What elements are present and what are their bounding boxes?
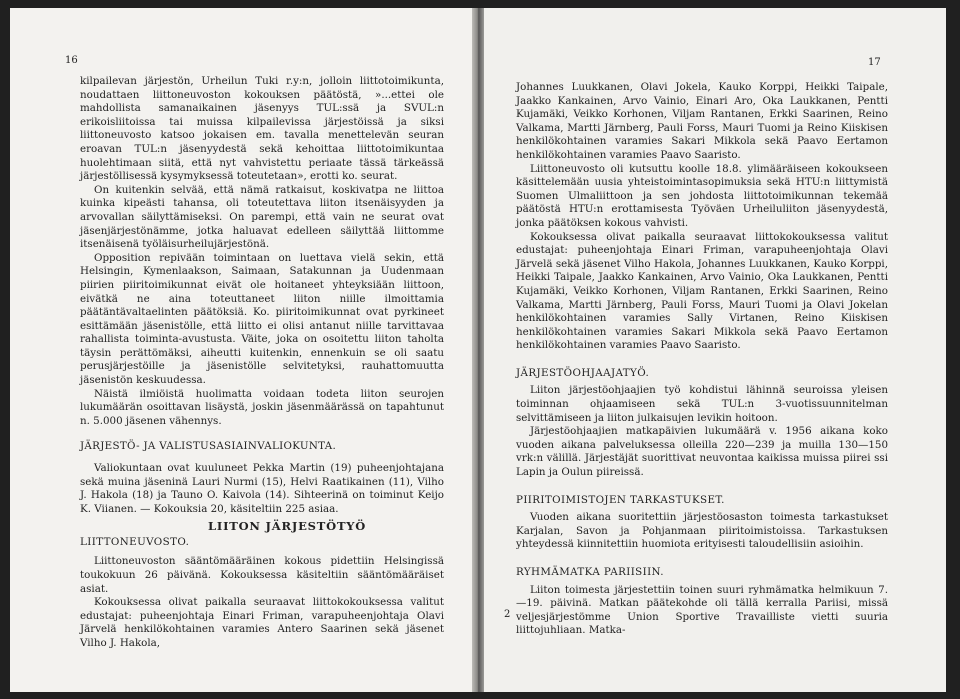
section-heading: RYHMÄMATKA PARIISIIN. (516, 566, 664, 578)
left-page (10, 8, 472, 692)
paragraph: kilpailevan järjestön, Urheilun Tuki r.y:n, jolloin liittotoimikunta, noudattaen liittoneuvoston kokouksen päätöstä, »...ettei ole mahdollista samanaikainen jäsenyys TUL:ssä ja SVUL:n erikoisliitoissa tai muissa kilpailevissa järjestöissä ja siksi liittoneuvosto katsoo jokaisen em. tavalla menettelevän seuran eroavan TUL:n jäsenyydestä sekä kehoittaa liittotoimikuntaa huolehtimaan siitä, että nyt vahvistettu periaate tässä tärkeässä järjestöllisessä kysymyksessä toteutetaan», erotti ko. seurat. (80, 75, 444, 183)
left-text-column (80, 75, 444, 651)
footer-number: 2 (504, 609, 511, 620)
paragraph: Kokouksessa olivat paikalla seuraavat liittokokouksessa valitut edustajat: puheenjohtaja Einari Friman, varapuheenjohtaja Olavi Järvelä henkilökohtainen varamies Antero Saarinen sekä jäsenet Vilho J. Hakola, (80, 596, 444, 649)
paragraph: Opposition repivään toimintaan on luettava vielä sekin, että Helsingin, Kymenlaakson, Saimaan, Satakunnan ja Uudenmaan piirien piiritoimikunnat eivät ole hoitaneet yhteyksiään liittoon, eivätkä ne aina toteuttaneet liiton niille ilmoittamia päätäntävaltaelinten päätöksiä. Ko. piiritoimikunnat ovat pyrkineet esittämään jäsenistölle, että liitto ei olisi antanut niille tarvittavaa rahallista toiminta-avustusta. Väite, joka on osoitettu liiton taholta täysin perättömäksi, aiheutti kuitenkin, ennenkuin se oli saatu perusjärjestöille ja jäsenistölle selvitetyksi, rauhattomuutta jäsenistön keskuudessa. (80, 251, 444, 387)
paragraph: Liittoneuvosto oli kutsuttu koolle 18.8. ylimääräiseen kokoukseen käsittelemään uusia yhteistoimintasopimuksia sekä HTU:n liittymistä Suomen Ulmaliittoon ja sen johdosta liittotoimikunnan tekemää päätöstä HTU:n erottamisesta Työväen Urheiluliiton jäsenyydestä, jonka päätöksen kokous vahvisti. (516, 162, 888, 229)
section-heading: LIITTONEUVOSTO. (80, 536, 190, 549)
paragraph: Valiokuntaan ovat kuuluneet Pekka Martin (19) puheenjohtajana sekä muina jäseninä Lauri Nurmi (15), Helvi Raatikainen (11), Vilho J. Hakola (18) ja Tauno O. Kaivola (14). Sihteerinä on toiminut Keijo K. Viianen. — Kokouksia 20, käsiteltiin 225 asiaa. (80, 462, 444, 515)
paragraph: Vuoden aikana suoritettiin järjestöosaston toimesta tarkastukset Karjalan, Savon ja Pohjanmaan piiritoimistoissa. Tarkastuksen yhteydessä kiinnitettiin huomiota erityisesti taloudellisiin asioihin. (516, 511, 888, 551)
section-heading: PIIRITOIMISTOJEN TARKASTUKSET. (516, 493, 725, 506)
chapter-title: LIITON JÄRJESTÖTYÖ (208, 519, 367, 534)
paragraph: Kokouksessa olivat paikalla seuraavat liittokokouksessa valitut edustajat: puheenjohtaja Einari Friman, varapuheenjohtaja Olavi Järvelä sekä jäsenet Vilho Hakola, Johannes Luukkanen, Kauko Korppi, Heikki Taipale, Jaakko Kankainen, Arvo Vainio, Oka Laukkanen, Pentti Kujamäki, Veikko Korhonen, Viljam Rantanen, Erkki Saarinen, Reino Valkama, Martti Järnberg, Pauli Forss, Mauri Tuomi ja Olavi Jokelan henkilökohtainen varamies Sally Virtanen, Reino Kiiskisen henkilökohtainen varamies Sakari Mikkola sekä Paavo Eertamon henkilökohtainen varamies Paavo Saaristo. (516, 230, 888, 352)
paragraph: Liiton toimesta järjestettiin toinen suuri ryhmämatka helmikuun 7.—19. päivinä. Matkan päätekohde oli tällä kerralla Pariisi, missä veljesjärjestömme Union Sportive Travailliste vietti suuria liittojuhliaan. Matka- (516, 583, 888, 637)
paragraph: Johannes Luukkanen, Olavi Jokela, Kauko Korppi, Heikki Taipale, Jaakko Kankainen, Arvo Vainio, Einari Aro, Oka Laukkanen, Pentti Kujamäki, Veikko Korhonen, Viljam Rantanen, Erkki Saarinen, Reino Valkama, Martti Järnberg, Pauli Forss, Mauri Tuomi ja Reino Kiiskisen henkilökohtainen varamies Sakari Mikkola sekä Paavo Eertamon henkilökohtainen varamies Paavo Saaristo. (516, 81, 888, 161)
paragraph: Näistä ilmiöistä huolimatta voidaan todeta liiton seurojen lukumäärän osoittavan lisäystä, joskin jäsenmäärässä on tapahtunut n. 5.000 jäsenen vähennys. (80, 387, 444, 427)
paragraph: On kuitenkin selvää, että nämä ratkaisut, koskivatpa ne liittoa kuinka kipeästi tahansa, oli toteutettava liiton itsenäisyyden ja arvovallan säilyttämiseksi. On parempi, että vain ne seurat ovat jäsenjärjestönämme, jotka haluavat edelleen säilyttää liittomme itsenäisenä työläisurheilujärjestönä. (80, 183, 444, 251)
page-number: 16 (65, 55, 78, 66)
chapter-heading (80, 516, 444, 550)
book-gutter (472, 8, 484, 692)
section-heading: JÄRJESTÖOHJAAJATYÖ. (516, 366, 650, 379)
paragraph: Järjestöohjaajien matkapäivien lukumäärä v. 1956 aikana koko vuoden aikana palveluksessa olleilla 220—239 ja muilla 130—150 vrk:n välillä. Järjestäjät suorittivat neuvontaa kaikissa muissa piirei ssi Lapin ja Oulun piireissä. (516, 425, 888, 479)
page-number: 17 (868, 57, 881, 68)
section-heading: JÄRJESTÖ- JA VALISTUSASIAINVALIOKUNTA. (80, 440, 337, 453)
right-text-column (516, 81, 888, 638)
paragraph: Liiton järjestöohjaajien työ kohdistui lähinnä seuroissa yleisen toiminnan ohjaamiseen sekä TUL:n 3-vuotissuunnitelman selvittämiseen ja liiton julkaisujen levikin hoitoon. (516, 384, 888, 424)
right-page (484, 8, 946, 692)
paragraph: Liittoneuvoston sääntömääräinen kokous pidettiin Helsingissä toukokuun 26 päivänä. Kokouksessa käsiteltiin sääntömääräiset asiat. (80, 555, 444, 595)
